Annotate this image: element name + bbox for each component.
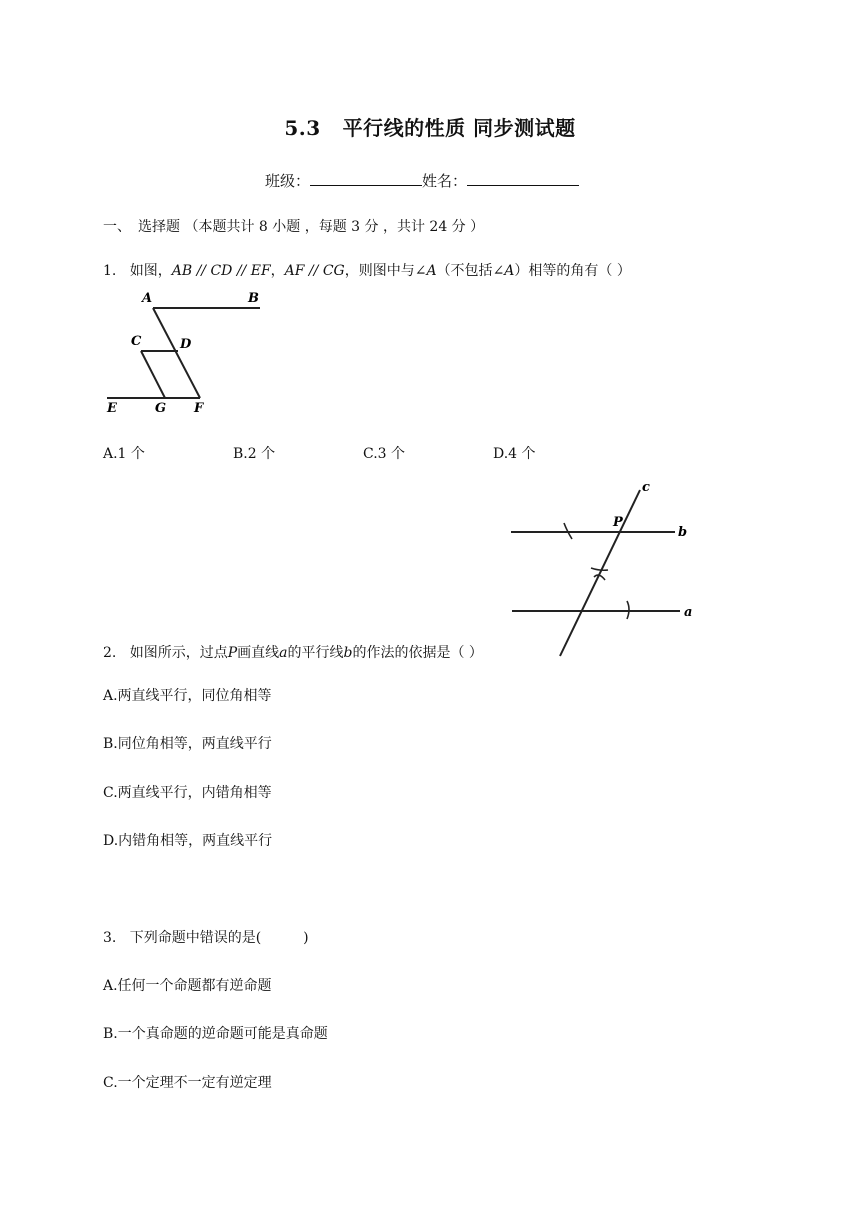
q1-paren-close: ）相等的角有（ ）	[514, 263, 631, 279]
question-1	[103, 260, 631, 280]
name-blank[interactable]	[467, 171, 579, 186]
q1-number: 1.	[103, 263, 117, 279]
label-a: a	[684, 605, 693, 620]
q2-option-d[interactable]: D.内错角相等，两直线平行	[103, 833, 273, 849]
q1-option-c[interactable]: C.3 个	[363, 446, 406, 462]
line-af	[153, 308, 200, 398]
q1-paren-open: （不包括	[436, 263, 493, 279]
label-b: b	[678, 525, 688, 540]
q3-option-c[interactable]: C.一个定理不一定有逆定理	[103, 1075, 272, 1091]
q2-option-c[interactable]: C.两直线平行，内错角相等	[103, 785, 272, 801]
label-f: F	[194, 401, 204, 416]
label-c: C	[131, 334, 142, 349]
q3-option-a[interactable]: A.任何一个命题都有逆命题	[103, 978, 272, 994]
q1-figure	[100, 285, 270, 420]
q2-mid-1: 画直线	[237, 645, 280, 661]
q2-line-a: a	[279, 645, 288, 661]
q2-line-b: b	[343, 645, 353, 661]
label-d: D	[180, 337, 192, 352]
label-g: G	[155, 401, 167, 416]
question-2	[103, 642, 483, 662]
q2-mid-2: 的平行线	[287, 645, 344, 661]
arc-mark-c-upper	[591, 568, 608, 570]
line-cg	[141, 351, 165, 398]
label-p: P	[613, 515, 623, 530]
line-c	[560, 490, 640, 656]
question-3	[103, 927, 309, 947]
label-a: A	[142, 291, 153, 306]
q3-text: 下列命题中错误的是( )	[129, 930, 309, 946]
q1-condition-2: AF // CG	[284, 263, 345, 279]
q1-angle: ∠A	[414, 263, 437, 279]
label-e: E	[107, 401, 117, 416]
label-c: c	[642, 480, 650, 495]
q2-number: 2.	[103, 645, 117, 661]
q1-separator: ，	[270, 263, 285, 279]
q1-option-d[interactable]: D.4 个	[493, 446, 536, 462]
q2-option-a[interactable]: A.两直线平行，同位角相等	[103, 688, 272, 704]
q1-prefix: 如图，	[129, 263, 172, 279]
q3-number: 3.	[103, 930, 117, 946]
student-info	[265, 170, 579, 191]
page-title	[0, 112, 860, 141]
q1-option-b[interactable]: B.2 个	[233, 446, 276, 462]
q3-option-b[interactable]: B.一个真命题的逆命题可能是真命题	[103, 1026, 328, 1042]
section-heading: 一、 选择题 （本题共计 8 小题 ，每题 3 分 ，共计 24 分 ）	[103, 219, 485, 235]
q2-prefix: 如图所示，过点	[129, 645, 228, 661]
class-blank[interactable]	[310, 171, 422, 186]
q1-condition-1: AB // CD // EF	[171, 263, 271, 279]
q2-suffix: 的作法的依据是（ ）	[352, 645, 483, 661]
label-b: B	[248, 291, 259, 306]
q1-mid: ，则图中与	[344, 263, 415, 279]
q1-option-a[interactable]: A.1 个	[103, 446, 145, 462]
title-text: 平行线的性质 同步测试题	[342, 116, 576, 140]
title-number: 5.3	[284, 116, 321, 140]
class-label: 班级：	[265, 172, 311, 190]
q2-point: P	[227, 645, 238, 661]
q2-figure	[500, 475, 710, 665]
q1-angle-excluded: ∠A	[492, 263, 515, 279]
q2-option-b[interactable]: B.同位角相等，两直线平行	[103, 736, 272, 752]
name-label: 姓名：	[422, 172, 468, 190]
arc-mark-c-lower	[594, 575, 605, 580]
